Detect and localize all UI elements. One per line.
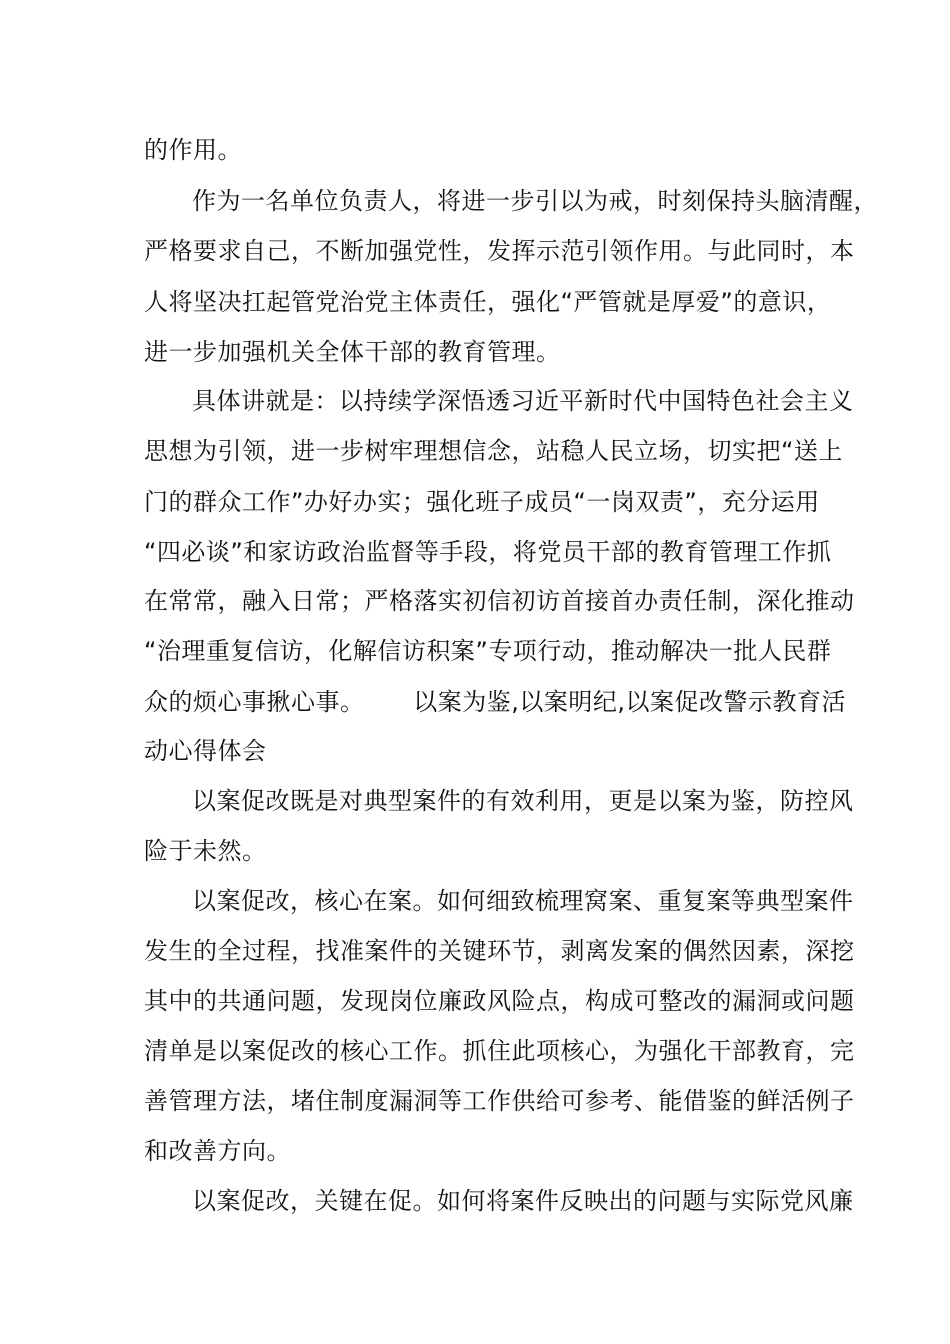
text-line: 以案促改，核心在案。如何细致梳理窝案、重复案等典型案件 <box>192 887 854 915</box>
text-line: “治理重复信访，化解信访积案”专项行动，推动解决一批人民群 <box>144 637 832 665</box>
text-line: 具体讲就是：以持续学深悟透习近平新时代中国特色社会主义 <box>192 387 854 415</box>
text-line: 作为一名单位负责人，将进一步引以为戒，时刻保持头脑清醒， <box>192 187 878 215</box>
text-line: “四必谈”和家访政治监督等手段，将党员干部的教育管理工作抓 <box>144 538 832 566</box>
text-line: 清单是以案促改的核心工作。抓住此项核心，为强化干部教育，完 <box>144 1037 855 1065</box>
text-line: 在常常，融入日常；严格落实初信初访首接首办责任制，深化推动 <box>144 587 855 615</box>
text-line: 门的群众工作”办好办实；强化班子成员“一岗双责”，充分运用 <box>144 488 820 516</box>
text-line: 其中的共通问题，发现岗位廉政风险点，构成可整改的漏洞或问题 <box>144 987 855 1015</box>
text-line: 人将坚决扛起管党治党主体责任，强化“严管就是厚爱”的意识， <box>144 288 832 316</box>
text-line: 众的烦心事揪心事。 以案为鉴,以案明纪,以案促改警示教育活 <box>144 688 847 716</box>
text-line: 发生的全过程，找准案件的关键环节，剥离发案的偶然因素，深挖 <box>144 937 855 965</box>
text-line: 严格要求自己，不断加强党性，发挥示范引领作用。与此同时，本 <box>144 237 855 265</box>
text-line: 以案促改既是对典型案件的有效利用，更是以案为鉴，防控风 <box>192 787 854 815</box>
text-line: 的作用。 <box>144 136 242 164</box>
text-line: 险于未然。 <box>144 837 267 865</box>
text-line: 和改善方向。 <box>144 1137 291 1165</box>
text-line: 进一步加强机关全体干部的教育管理。 <box>144 338 561 366</box>
text-line: 思想为引领，进一步树牢理想信念，站稳人民立场，切实把“送上 <box>144 437 843 465</box>
text-line: 以案促改，关键在促。如何将案件反映出的问题与实际党风廉 <box>192 1187 854 1215</box>
text-line: 动心得体会 <box>144 737 267 765</box>
text-line: 善管理方法，堵住制度漏洞等工作供给可参考、能借鉴的鲜活例子 <box>144 1087 855 1115</box>
